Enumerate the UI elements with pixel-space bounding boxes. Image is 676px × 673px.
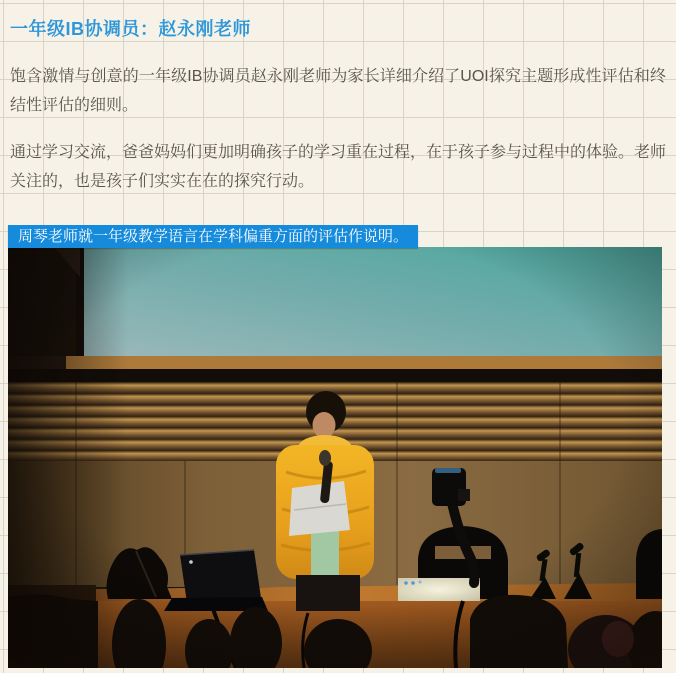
presentation-photo (8, 247, 662, 668)
paragraph-1: 饱含激情与创意的一年级IB协调员赵永刚老师为家长详细介绍了UOI探究主题形成性评估和终结性评估的细则。 (10, 68, 666, 114)
paragraph-2: 通过学习交流，爸爸妈妈们更加明确孩子的学习重在过程，在于孩子参与过程中的体验。老师关注的，也是孩子们实实在在的探究行动。 (10, 144, 667, 190)
vignette (8, 247, 662, 668)
photo-caption-badge: 周琴老师就一年级教学语言在学科偏重方面的评估作说明。 (8, 225, 418, 248)
article-title: 一年级IB协调员：赵永刚老师 (10, 19, 251, 39)
